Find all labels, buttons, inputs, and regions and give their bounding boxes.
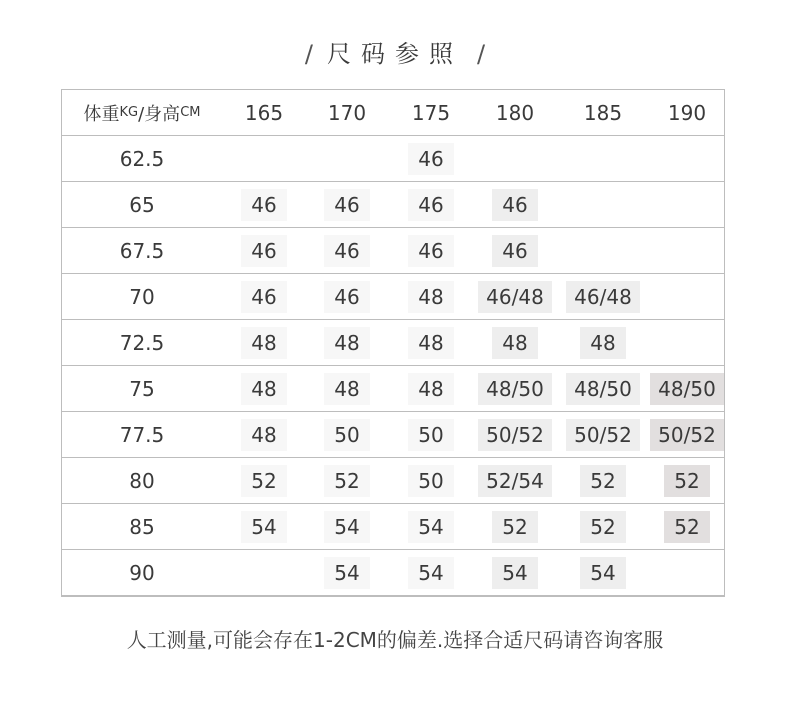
size-value: 46 bbox=[324, 235, 370, 267]
size-cell bbox=[650, 412, 724, 457]
table-row bbox=[62, 458, 724, 504]
size-value: 48 bbox=[408, 281, 454, 313]
size-value: 50 bbox=[408, 419, 454, 451]
weight-cell: 90 bbox=[129, 560, 155, 585]
header-height-175: 175 bbox=[411, 100, 451, 125]
size-value: 48 bbox=[492, 327, 538, 359]
size-value: 52 bbox=[664, 465, 710, 497]
table-row bbox=[62, 274, 724, 320]
size-cell bbox=[474, 550, 556, 595]
size-value: 54 bbox=[324, 511, 370, 543]
size-cell bbox=[474, 504, 556, 549]
size-cell bbox=[650, 366, 724, 411]
size-cell bbox=[388, 412, 474, 457]
header-weight-height bbox=[62, 90, 222, 135]
size-value: 48 bbox=[241, 373, 287, 405]
size-cell bbox=[388, 228, 474, 273]
size-cell bbox=[306, 412, 388, 457]
size-cell bbox=[474, 274, 556, 319]
size-cell bbox=[650, 182, 724, 227]
table-row bbox=[62, 412, 724, 458]
size-cell bbox=[474, 182, 556, 227]
size-cell bbox=[222, 228, 306, 273]
size-cell bbox=[222, 366, 306, 411]
size-cell bbox=[650, 228, 724, 273]
size-value: 52 bbox=[241, 465, 287, 497]
size-value: 48/50 bbox=[650, 373, 724, 405]
size-cell bbox=[306, 228, 388, 273]
size-cell bbox=[556, 458, 650, 503]
size-cell bbox=[306, 274, 388, 319]
size-value: 48 bbox=[408, 373, 454, 405]
size-cell bbox=[388, 504, 474, 549]
weight-cell: 80 bbox=[129, 468, 155, 493]
header-height-185: 185 bbox=[583, 100, 623, 125]
size-cell bbox=[556, 412, 650, 457]
size-cell bbox=[474, 320, 556, 365]
weight-cell: 62.5 bbox=[119, 146, 165, 171]
table-header-row bbox=[62, 90, 724, 136]
header-kg-unit: KG bbox=[119, 105, 139, 120]
header-height-label: /身高 bbox=[138, 103, 181, 125]
size-value: 54 bbox=[241, 511, 287, 543]
size-value: 46 bbox=[324, 281, 370, 313]
size-cell bbox=[650, 550, 724, 595]
size-cell bbox=[388, 320, 474, 365]
size-cell bbox=[222, 182, 306, 227]
size-value: 52 bbox=[580, 465, 626, 497]
table-row bbox=[62, 366, 724, 412]
size-cell bbox=[650, 458, 724, 503]
size-cell bbox=[306, 136, 388, 181]
size-cell bbox=[474, 136, 556, 181]
size-value: 46/48 bbox=[478, 281, 552, 313]
table-row bbox=[62, 136, 724, 182]
size-value: 54 bbox=[580, 557, 626, 589]
size-cell bbox=[222, 458, 306, 503]
table-row bbox=[62, 228, 724, 274]
size-cell bbox=[388, 458, 474, 503]
size-value: 46 bbox=[408, 235, 454, 267]
size-cell bbox=[306, 550, 388, 595]
table-row bbox=[62, 504, 724, 550]
size-cell bbox=[388, 136, 474, 181]
title-slash-right: / bbox=[477, 40, 486, 68]
size-value: 46 bbox=[408, 143, 454, 175]
weight-cell: 65 bbox=[129, 192, 155, 217]
size-cell bbox=[306, 504, 388, 549]
size-value: 48 bbox=[408, 327, 454, 359]
size-cell bbox=[650, 320, 724, 365]
size-value: 48 bbox=[241, 327, 287, 359]
size-cell bbox=[306, 366, 388, 411]
size-chart-table bbox=[61, 89, 725, 597]
size-cell bbox=[650, 274, 724, 319]
size-cell bbox=[388, 274, 474, 319]
weight-cell: 85 bbox=[129, 514, 155, 539]
size-value: 46/48 bbox=[566, 281, 640, 313]
size-value: 46 bbox=[492, 235, 538, 267]
size-cell bbox=[474, 366, 556, 411]
size-cell bbox=[556, 366, 650, 411]
size-cell bbox=[556, 320, 650, 365]
size-value: 54 bbox=[324, 557, 370, 589]
weight-cell: 72.5 bbox=[119, 330, 165, 355]
size-value: 54 bbox=[408, 557, 454, 589]
size-cell bbox=[222, 550, 306, 595]
size-cell bbox=[222, 412, 306, 457]
weight-cell: 67.5 bbox=[119, 238, 165, 263]
size-value: 54 bbox=[492, 557, 538, 589]
size-cell bbox=[222, 320, 306, 365]
weight-cell: 77.5 bbox=[119, 422, 165, 447]
size-value: 50 bbox=[324, 419, 370, 451]
size-value: 48/50 bbox=[478, 373, 552, 405]
size-value: 52 bbox=[324, 465, 370, 497]
table-row bbox=[62, 182, 724, 228]
header-cm-unit: CM bbox=[180, 105, 201, 120]
size-cell bbox=[556, 228, 650, 273]
header-weight-label: 体重 bbox=[83, 103, 120, 125]
size-cell bbox=[556, 136, 650, 181]
size-cell bbox=[556, 550, 650, 595]
size-cell bbox=[650, 504, 724, 549]
size-cell bbox=[650, 136, 724, 181]
size-cell bbox=[222, 504, 306, 549]
title-slash-left: / bbox=[304, 40, 313, 68]
table-row bbox=[62, 320, 724, 366]
weight-cell: 75 bbox=[129, 376, 155, 401]
size-value: 46 bbox=[241, 281, 287, 313]
header-height-190: 190 bbox=[667, 100, 707, 125]
size-value: 48/50 bbox=[566, 373, 640, 405]
size-value: 50/52 bbox=[650, 419, 724, 451]
size-cell bbox=[474, 228, 556, 273]
size-value: 52 bbox=[492, 511, 538, 543]
weight-cell: 70 bbox=[129, 284, 155, 309]
size-cell bbox=[306, 320, 388, 365]
size-value: 52/54 bbox=[478, 465, 552, 497]
size-value: 50/52 bbox=[478, 419, 552, 451]
size-cell bbox=[388, 550, 474, 595]
size-cell bbox=[474, 458, 556, 503]
size-cell bbox=[556, 182, 650, 227]
size-value: 50/52 bbox=[566, 419, 640, 451]
size-cell bbox=[306, 458, 388, 503]
size-cell bbox=[556, 274, 650, 319]
size-value: 48 bbox=[324, 373, 370, 405]
size-cell bbox=[222, 274, 306, 319]
size-cell bbox=[222, 136, 306, 181]
size-value: 46 bbox=[241, 235, 287, 267]
size-value: 54 bbox=[408, 511, 454, 543]
header-height-180: 180 bbox=[495, 100, 535, 125]
size-value: 46 bbox=[241, 189, 287, 221]
size-cell bbox=[556, 504, 650, 549]
size-value: 48 bbox=[580, 327, 626, 359]
size-value: 46 bbox=[408, 189, 454, 221]
size-value: 48 bbox=[324, 327, 370, 359]
size-value: 50 bbox=[408, 465, 454, 497]
table-body bbox=[62, 136, 724, 595]
size-value: 46 bbox=[492, 189, 538, 221]
page-title bbox=[0, 34, 790, 69]
size-cell bbox=[474, 412, 556, 457]
size-cell bbox=[388, 182, 474, 227]
measurement-note: 人工测量,可能会存在1-2CM的偏差.选择合适尺码请咨询客服 bbox=[126, 628, 664, 652]
size-value: 52 bbox=[580, 511, 626, 543]
header-height-170: 170 bbox=[327, 100, 367, 125]
size-cell bbox=[306, 182, 388, 227]
title-text: 尺码参照 bbox=[327, 40, 463, 68]
size-cell bbox=[388, 366, 474, 411]
size-value: 48 bbox=[241, 419, 287, 451]
table-row bbox=[62, 550, 724, 595]
header-height-165: 165 bbox=[244, 100, 284, 125]
size-value: 46 bbox=[324, 189, 370, 221]
size-value: 52 bbox=[664, 511, 710, 543]
